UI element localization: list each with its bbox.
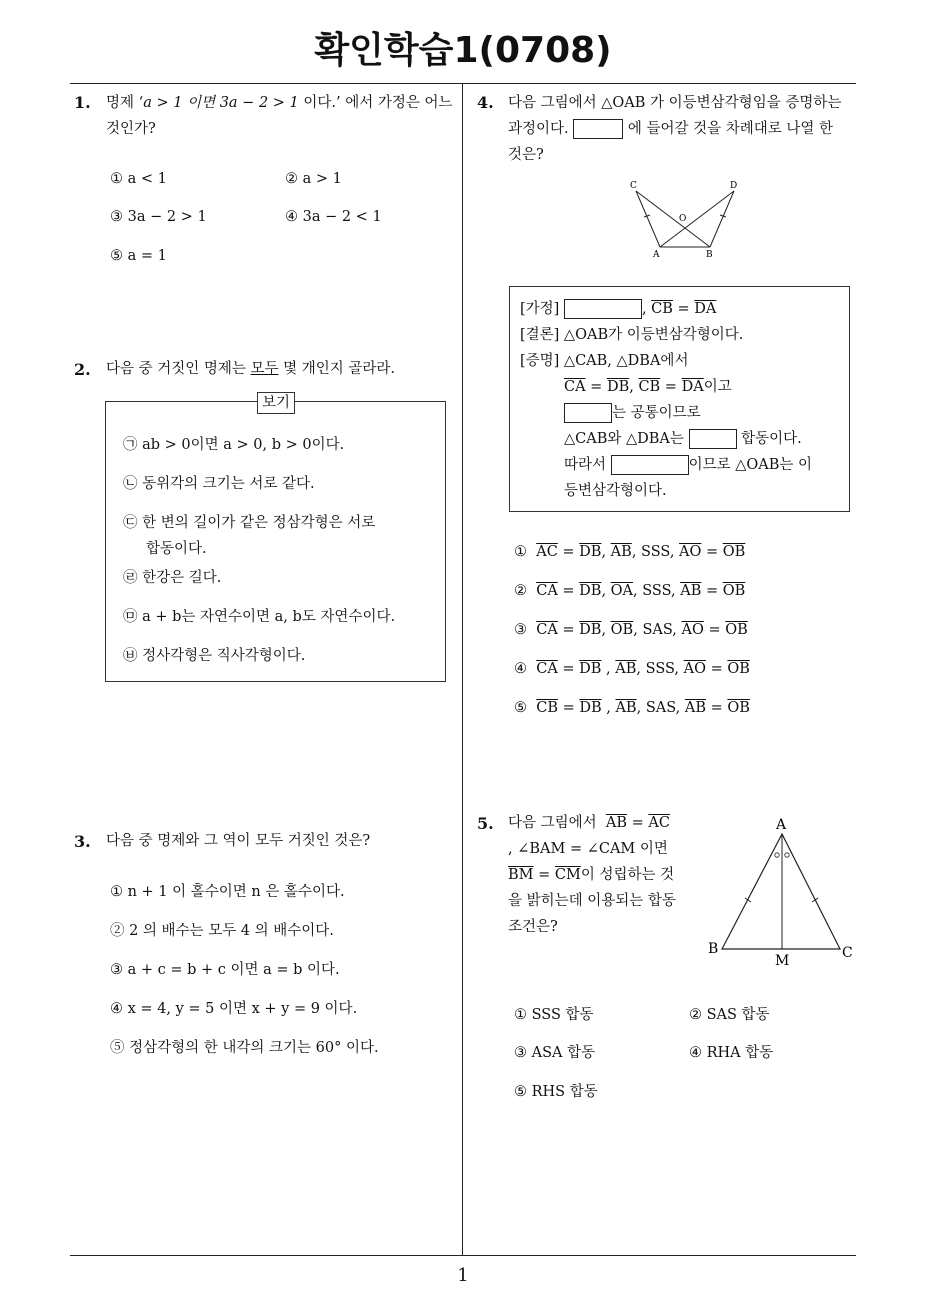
q4-proof-box xyxy=(509,286,850,512)
column-divider xyxy=(462,83,463,1255)
q4-option-2[interactable]: ② $\overline{CA} = \overline{DB}$, $\overline{OA}$, SSS, $\overline{AB} = \overline{OB}$ xyxy=(514,583,746,599)
q1-option-3[interactable]: ③ 3a − 2 > 1 xyxy=(110,209,207,225)
q4-fig-line-cb xyxy=(636,191,710,247)
q4-fig-line-db xyxy=(710,191,734,247)
q4-proof-line-7: 따라서 이므로 △OAB는 이 xyxy=(564,457,813,473)
q1-text: 명제 ‘a > 1 이면 3a − 2 > 1 이다.’ 에서 가정은 어느 것인가? xyxy=(106,95,453,137)
q5-option-5[interactable]: ⑤ RHS 합동 xyxy=(514,1084,598,1100)
q4-fig-line-da xyxy=(660,191,734,247)
q4-proof-line-5: 는 공통이므로 xyxy=(564,403,701,423)
q3-option-1[interactable]: ① n + 1 이 홀수이면 n 은 홀수이다. xyxy=(110,884,345,900)
q5-number: 5. xyxy=(477,814,494,833)
q2-item-1: ㉠ ab > 0이면 a > 0, b > 0이다. xyxy=(123,437,345,453)
q5-fig-label-a: A xyxy=(776,817,787,833)
q4-fig-label-c: C xyxy=(630,181,637,191)
q3-text: 다음 중 명제와 그 역이 모두 거짓인 것은? xyxy=(106,833,371,849)
q4-option-3[interactable]: ③ $\overline{CA} = \overline{DB}$, $\overline{OB}$, SAS, $\overline{AO} = \overline{OB}$ xyxy=(514,622,748,638)
q4-proof-line-3: [증명] △CAB, △DBA에서 xyxy=(520,353,689,369)
page-title: 확인학습1(0708) xyxy=(314,30,612,71)
q2-item-3: ㉢ 한 변의 길이가 같은 정삼각형은 서로 xyxy=(123,515,376,531)
header-rule xyxy=(70,83,856,84)
q4-fig-label-a: A xyxy=(653,250,660,260)
q1-option-1[interactable]: ① a < 1 xyxy=(110,171,167,187)
q5-option-1[interactable]: ① SSS 합동 xyxy=(514,1007,594,1023)
q1-number: 1. xyxy=(74,93,91,112)
q1-option-5[interactable]: ⑤ a = 1 xyxy=(110,248,167,264)
q4-fig-label-d: D xyxy=(730,181,738,191)
q4-proof-line-4: $\overline{CA} = \overline{DB}$, $\overline{CB} = \overline{DA}$이고 xyxy=(564,379,732,395)
q4-option-5[interactable]: ⑤ $\overline{CB} = \overline{DB}$ , $\overline{AB}$, SAS, $\overline{AB} = \overline{OB}$ xyxy=(514,700,750,716)
q2-item-2: ㉡ 동위각의 크기는 서로 같다. xyxy=(123,476,315,492)
q4-text: 다음 그림에서 △OAB 가 이등변삼각형임을 증명하는 과정이다. 에 들어갈 것을 차례대로 나열 한 것은? xyxy=(508,95,842,163)
q2-item-6: ㉥ 정사각형은 직사각형이다. xyxy=(123,648,306,664)
q4-fig-label-b: B xyxy=(706,250,713,260)
q5-option-4[interactable]: ④ RHA 합동 xyxy=(689,1045,774,1061)
q5-text: 다음 그림에서 $\overline{AB} = \overline{AC}$ , ∠BAM = ∠CAM 이면 $\overline{BM} = \overline{CM}$이 성립하는 것 을 밝히는데 이용되는 합동 조건은? xyxy=(508,815,676,935)
q1-option-2[interactable]: ② a > 1 xyxy=(285,171,342,187)
q5-fig-label-m: M xyxy=(775,953,790,969)
q4-figure xyxy=(620,175,750,265)
q2-number: 2. xyxy=(74,360,91,379)
q4-fig-label-o: O xyxy=(679,214,687,224)
q2-item-5: ㉤ a + b는 자연수이면 a, b도 자연수이다. xyxy=(123,609,396,625)
q2-item-3-cont: 합동이다. xyxy=(146,541,207,557)
q3-option-5[interactable]: ⑤ 정삼각형의 한 내각의 크기는 60° 이다. xyxy=(110,1040,379,1056)
q4-proof-line-8: 등변삼각형이다. xyxy=(564,483,667,499)
q4-proof-line-6: △CAB와 △DBA는 합동이다. xyxy=(564,431,802,447)
q5-figure xyxy=(700,812,860,972)
q5-option-2[interactable]: ② SAS 합동 xyxy=(689,1007,770,1023)
q4-option-1[interactable]: ① $\overline{AC} = \overline{DB}$, $\overline{AB}$, SSS, $\overline{AO} = \overline{OB}$ xyxy=(514,544,746,560)
q4-proof-line-1: [가정] , $\overline{CB} = \overline{DA}$ xyxy=(520,301,717,317)
q4-fig-line-ca xyxy=(636,191,660,247)
q5-fig-angle-cam xyxy=(785,853,789,857)
q4-proof-line-2: [결론] △OAB가 이등변삼각형이다. xyxy=(520,327,744,343)
q5-option-3[interactable]: ③ ASA 합동 xyxy=(514,1045,596,1061)
q5-fig-label-c: C xyxy=(842,945,853,961)
q5-fig-angle-bam xyxy=(775,853,779,857)
q3-number: 3. xyxy=(74,832,91,851)
q2-item-4: ㉣ 한강은 길다. xyxy=(123,570,222,586)
q3-option-3[interactable]: ③ a + c = b + c 이면 a = b 이다. xyxy=(110,962,340,978)
footer-rule xyxy=(70,1255,856,1256)
q3-option-2[interactable]: ② 2 의 배수는 모두 4 의 배수이다. xyxy=(110,923,334,939)
q1-option-4[interactable]: ④ 3a − 2 < 1 xyxy=(285,209,382,225)
page-number: 1 xyxy=(457,1265,469,1286)
q4-option-4[interactable]: ④ $\overline{CA} = \overline{DB}$ , $\overline{AB}$, SSS, $\overline{AO} = \overline{OB}$ xyxy=(514,661,750,677)
q2-box-label: 보기 xyxy=(257,392,295,414)
q3-option-4[interactable]: ④ x = 4, y = 5 이면 x + y = 9 이다. xyxy=(110,1001,358,1017)
q4-number: 4. xyxy=(477,93,494,112)
q5-fig-triangle xyxy=(722,834,840,949)
q5-fig-label-b: B xyxy=(708,941,719,957)
q2-text: 다음 중 거짓인 명제는 모두 몇 개인지 골라라. xyxy=(106,361,396,377)
